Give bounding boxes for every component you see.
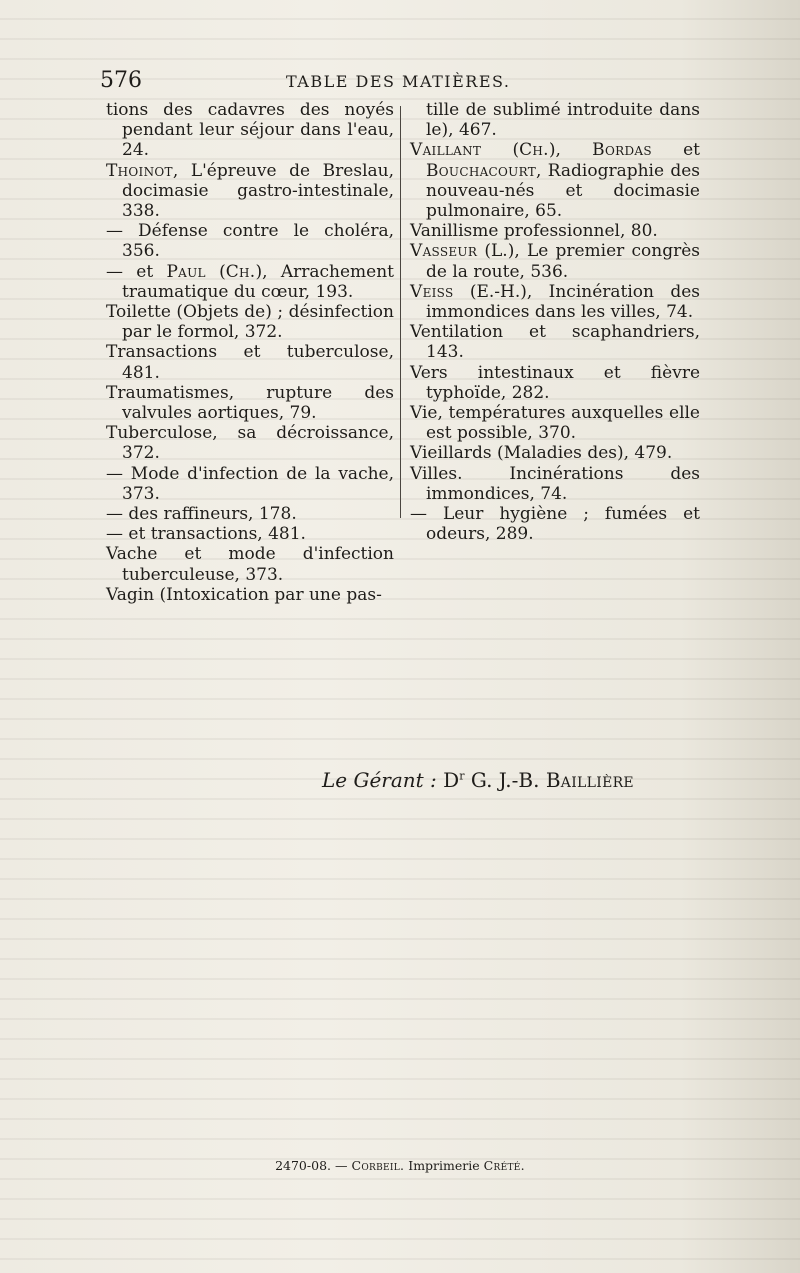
entry-text: (L.), Le premier congrès de la route, 536. [426, 241, 700, 282]
entry-text: — des raffineurs, 178. [106, 504, 297, 525]
signature-initials: G. J.-B. [470, 768, 540, 792]
index-entry [106, 302, 394, 342]
entry-text: Vanillisme professionnel, 80. [410, 221, 658, 242]
imprint-printer-name: Crété. [483, 1158, 525, 1173]
index-entry [410, 504, 700, 544]
index-entry [106, 544, 394, 584]
page-header [100, 68, 680, 98]
entry-text: — et [106, 261, 167, 282]
entry-text: — Défense contre le choléra, 356. [106, 221, 394, 262]
entry-text: — Leur hygiène ; fumées et odeurs, 289. [410, 504, 700, 545]
imprint-dash: — [334, 1158, 348, 1173]
index-entry [106, 383, 394, 423]
index-entry [410, 221, 700, 241]
entry-text: Vie, températures auxquelles elle est possible, 370. [410, 403, 700, 444]
index-entry [106, 585, 394, 605]
entry-text: — et transactions, 481. [106, 524, 306, 545]
running-title: TABLE DES MATIÈRES. [286, 72, 511, 91]
index-column-right [410, 100, 700, 544]
author-name: Paul [166, 261, 206, 282]
signature-surname: Baillière [545, 768, 634, 792]
index-entry [106, 524, 394, 544]
index-entry [106, 221, 394, 261]
entry-text: Vieillards (Maladies des), 479. [410, 443, 673, 464]
entry-text: ), Arrachement traumatique du cœur, 193. [122, 261, 394, 302]
signature-label: Le Gérant : [322, 768, 437, 792]
imprint-printer: Imprimerie [408, 1158, 480, 1173]
index-entry [106, 423, 394, 463]
entry-text: Vagin (Intoxication par une pas- [106, 584, 382, 605]
author-name: Thoinot [106, 160, 173, 181]
index-entry [410, 140, 700, 221]
printer-imprint [0, 1158, 800, 1173]
index-column-left [106, 100, 394, 605]
index-entry [106, 161, 394, 222]
signature-line [322, 768, 692, 792]
signature-title: $D^r$ [443, 768, 465, 792]
entry-text: — Mode d'infection de la vache, 373. [106, 463, 394, 504]
index-entry [106, 262, 394, 302]
index-entry [410, 403, 700, 443]
index-entry [410, 241, 700, 281]
entry-text: Toilette (Objets de) ; désinfection par le formol, 372. [106, 302, 394, 343]
index-entry [410, 282, 700, 322]
entry-text: tions des cadavres des noyés pendant leur séjour dans l'eau, 24. [106, 100, 394, 161]
index-entry [410, 322, 700, 362]
column-divider [400, 106, 401, 518]
index-entry [106, 100, 394, 161]
page-number: 576 [100, 68, 142, 93]
imprint-city: Corbeil. [351, 1158, 405, 1173]
entry-text: ( [481, 140, 520, 161]
entry-text: Vers intestinaux et fièvre typhoïde, 282. [410, 362, 700, 403]
author-name: Bouchacourt [426, 160, 537, 181]
entry-text: (E.-H.), Incinération des immondices dans les villes, 74. [426, 281, 700, 323]
index-entry [410, 100, 700, 140]
author-name: Ch. [225, 261, 256, 282]
index-entry [410, 443, 700, 463]
author-name: Ch. [519, 140, 549, 161]
entry-text: Ventilation et scaphandriers, 143. [410, 322, 700, 363]
index-entry [410, 464, 700, 504]
imprint-number: 2470-08. [275, 1158, 331, 1173]
author-name: Veiss [410, 281, 454, 302]
entry-text: , Radiographie des nouveau-nés et docimasie pulmonaire, 65. [426, 160, 700, 222]
author-name: Vaillant [410, 140, 482, 161]
entry-text: , L'épreuve de Breslau, docimasie gastro-intestinale, 338. [122, 160, 394, 222]
index-entry [106, 504, 394, 524]
index-entry [410, 363, 700, 403]
entry-text: Villes. Incinérations des immondices, 74. [410, 463, 700, 504]
author-name: Vasseur [410, 241, 478, 262]
entry-text: Transactions et tuberculose, 481. [106, 342, 394, 383]
entry-text: Vache et mode d'infection tuberculeuse, 373. [106, 544, 394, 585]
entry-text: et [651, 140, 700, 161]
index-entry [106, 342, 394, 382]
index-entry [106, 464, 394, 504]
entry-text: Tuberculose, sa décroissance, 372. [106, 423, 394, 464]
entry-text: tille de sublimé introduite dans le), 467. [426, 100, 700, 141]
author-name: Bordas [592, 140, 652, 161]
entry-text: Traumatismes, rupture des valvules aortiques, 79. [106, 382, 394, 424]
entry-text: ), [548, 140, 593, 161]
entry-text: ( [205, 261, 226, 282]
